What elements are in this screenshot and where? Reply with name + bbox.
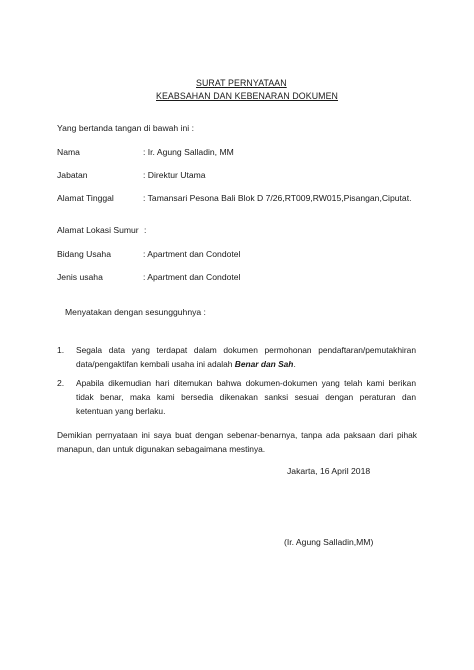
- field-label-alamat-tinggal: Alamat Tinggal: [57, 193, 114, 203]
- point-1-line-1: Segala data yang terdapat dalam dokumen permohonan pendaftaran/pemutakhiran: [76, 345, 416, 355]
- intro-text: Yang bertanda tangan di bawah ini :: [57, 123, 194, 133]
- closing-line-2: manapun, dan untuk digunakan sebagaimana mestinya.: [57, 444, 266, 454]
- field-value-alamat-lokasi-sumur: :: [144, 225, 147, 235]
- point-2-line-3: ketentuan yang berlaku.: [76, 406, 166, 416]
- point-1-line-2: [76, 359, 296, 370]
- field-label-alamat-lokasi-sumur: Alamat Lokasi Sumur: [57, 225, 139, 235]
- field-value-nama: : Ir. Agung Salladin, MM: [143, 147, 234, 157]
- point-1-text: data/pengaktifan kembali usaha ini adalah: [76, 359, 235, 369]
- title-line-2: KEABSAHAN DAN KEBENARAN DOKUMEN: [156, 91, 339, 101]
- field-label-nama: Nama: [57, 147, 80, 157]
- point-1-suffix: .: [293, 359, 296, 369]
- field-label-jabatan: Jabatan: [57, 170, 88, 180]
- statement-intro: Menyatakan dengan sesungguhnya :: [65, 307, 206, 317]
- title-line-1: SURAT PERNYATAAN: [196, 78, 287, 88]
- field-value-bidang-usaha: : Apartment dan Condotel: [143, 249, 241, 259]
- field-value-jabatan: : Direktur Utama: [143, 170, 206, 180]
- point-1-emphasis: Benar dan Sah: [234, 359, 294, 369]
- field-value-alamat-tinggal: : Tamansari Pesona Bali Blok D 7/26,RT009,RW015,Pisangan,Ciputat.: [143, 193, 412, 203]
- point-2-line-2: tidak benar, maka kami bersedia dikenakan sanksi sesuai dengan peraturan dan: [76, 392, 416, 402]
- point-1-number: 1.: [57, 345, 65, 355]
- field-label-jenis-usaha: Jenis usaha: [57, 272, 103, 282]
- field-value-jenis-usaha: : Apartment dan Condotel: [143, 272, 241, 282]
- point-2-number: 2.: [57, 378, 65, 388]
- field-label-bidang-usaha: Bidang Usaha: [57, 249, 111, 259]
- place-date: Jakarta, 16 April 2018: [287, 466, 371, 476]
- point-2-line-1: Apabila dikemudian hari ditemukan bahwa dokumen-dokumen yang telah kami berikan: [76, 378, 416, 388]
- closing-line-1: Demikian pernyataan ini saya buat dengan sebenar-benarnya, tanpa ada paksaan dari pihak: [57, 430, 417, 440]
- signatory-name: (Ir. Agung Salladin,MM): [284, 537, 374, 547]
